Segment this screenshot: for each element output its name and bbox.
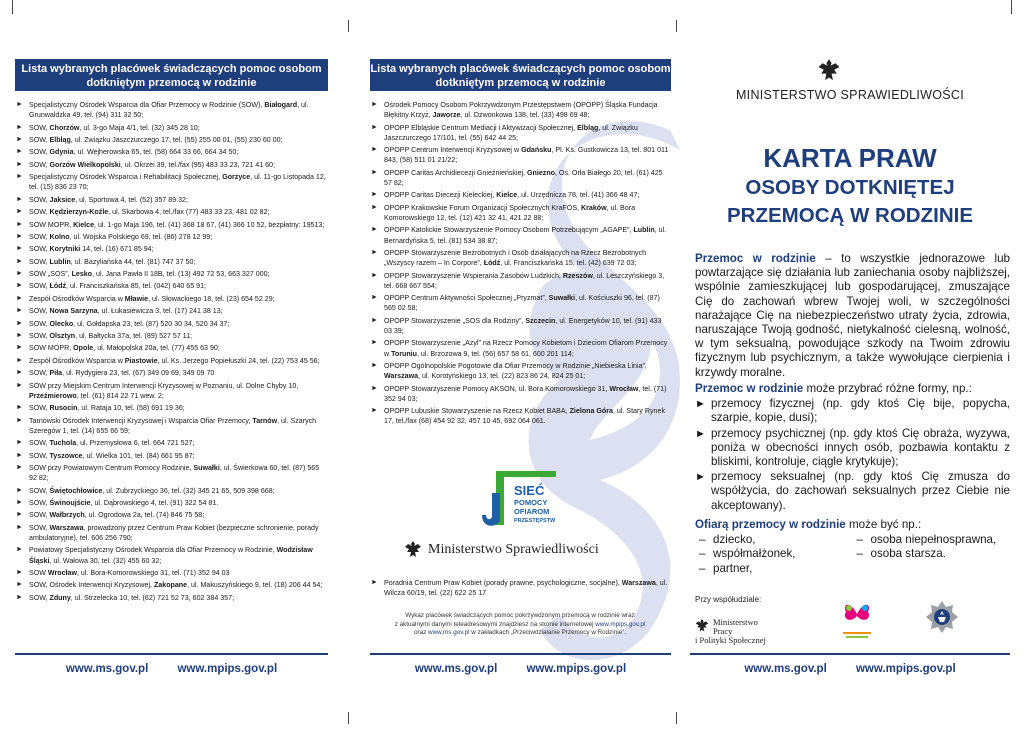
- list-item: ► SOW, Świętochłowice, ul. Zubrzyckiego 36, tel. (32) 345 21 65, 509 398 668;: [15, 486, 328, 496]
- url-ms-link[interactable]: www.ms.gov.pl: [744, 663, 827, 675]
- list-item: ► OPOPP Krakowskie Forum Organizacji Społecznych KraFOS, Kraków, ul. Bora Komorowskiego 12, tel. (12) 421 32 41, 421 22 88;: [370, 203, 671, 223]
- panel-header: Lista wybranych placówek świadczących pomoc osobom dotkniętym przemocą w rodzinie: [370, 59, 671, 91]
- police-badge-logo: [925, 600, 959, 634]
- panel-header: Lista wybranych placówek świadczących pomoc osobom dotkniętym przemocą w rodzinie: [15, 59, 328, 91]
- list-item: ► SOW, Korytniki 14, tel. (16) 671 85 94;: [15, 244, 328, 254]
- url-mpips-link[interactable]: www.mpips.gov.pl: [177, 663, 278, 675]
- list-item: ► SOW, Lublin, ul. Bazyliańska 44, tel. (81) 747 37 50;: [15, 257, 328, 267]
- list-item: ► Ośrodek Pomocy Osobom Pokrzywdzonym Przestępstwem (OPOPP) Śląska Fundacja Błękitny Krzyż, Jaworze, ul. Dzwonkowa 138, tel. (33) 498 69 48;: [370, 100, 671, 120]
- url-ms-link[interactable]: www.ms.gov.pl: [65, 663, 149, 675]
- definition-paragraph: Przemoc w rodzinie – to wszystkie jednorazowe lub powtarzające się działania lub zaniechania osoby najbliższej, wspólnie zamieszkującej lub gospodarującej, zmuszające Cię do zachowań wbrew Twojej woli, w szczególności narażające Cię na niebezpieczeństwo utraty życia, zdrowia, naruszające Twoją godność, nietykalność cielesną, wolność, w tym seksualną, powodujące szkody na Twoim zdrowiu fizycznym lub psychicznym, a także wywołujące cierpienia i krzywdy moralne.: [695, 252, 1010, 379]
- list-item: ► OPOPP Stowarzyszenie Wspierania Zasobów Ludzkich, Rzeszów, ul. Leszczyńskiego 3, tel. 668 667 554;: [370, 271, 671, 291]
- list-item: ► SOW, Nowa Sarzyna, ul. Łukasiewicza 3, tel. (17) 241 38 13;: [15, 306, 328, 316]
- list-item: ► OPOPP Stowarzyszenie „Azyl” na Rzecz Pomocy Kobietom i Dzieciom Ofiarom Przemocy w Toruniu, ul. Brzozowa 9, tel. (56) 657 58 61, 600 201 114;: [370, 338, 671, 358]
- list-item: ► OPOPP Centrum Aktywności Społecznej „Pryzmat”, Suwałki, ul. Kościuszki 96, tel. (87) 565 02 58;: [370, 293, 671, 313]
- list-item: ► SOW, Jaksice, ul. Sportowa 4, tel. (52) 357 89 32;: [15, 195, 328, 205]
- eagle-icon: [695, 618, 709, 634]
- mpips-logo: Ministerstwo Pracy i Polityki Społecznej: [695, 617, 766, 645]
- list-item: ► SOW, Świnoujście, ul. Dąbrowskiego 4, tel. (91) 322 54 81.: [15, 498, 328, 508]
- list-item: ► Specjalistyczny Ośrodek Wsparcia i Rehabilitacji Społecznej, Gorzyce, ul. 11-go Listopada 12, tel. (15) 836 23 70;: [15, 172, 328, 192]
- list-item: – osoba starsza.: [853, 547, 1011, 561]
- list-item: ► OPOPP Caritas Diecezji Kieleckiej, Kielce, ul. Urzędnicza 78, tel. (41) 366 48 47;: [370, 190, 671, 200]
- list-item: – współmałżonek,: [695, 547, 853, 561]
- list-item: ► Powiatowy Specjalistyczny Ośrodek Wsparcia dla Ofiar Przemocy w Rodzinie, Wodzisław Śląski, ul. Wałowa 30, tel. (32) 455 60 32;: [15, 545, 328, 565]
- list-item: ► SOW Wrocław, ul. Bora-Komorowskiego 31, tel. (71) 352 94 03: [15, 568, 328, 578]
- ms-logo: [404, 540, 599, 560]
- ministry-name: MINISTERSTWO SPRAWIEDLIWOŚCI: [735, 88, 965, 102]
- facility-list-extra: [370, 578, 670, 601]
- footer-urls: [370, 663, 671, 675]
- footer-line: [15, 653, 328, 655]
- list-item: ► SOW przy Powiatowym Centrum Pomocy Rodzinie, Suwałki, ul. Świerkowa 60, tel. (87) 565 92 82;: [15, 463, 328, 483]
- list-item: ► SOW, Tyszowce, ul. Wielka 101, tel. (84) 661 95 87;: [15, 451, 328, 461]
- list-item: ► SOW, Elbląg, ul. Związku Jaszczurczego 17, tel. (55) 255 00 01, (55) 230 60 00;: [15, 135, 328, 145]
- list-item: ► OPOPP Caritas Archidiecezji Gnieźnieńskiej, Gniezno, Os. Orła Białego 20, tel. (61) 425 57 82;: [370, 168, 671, 188]
- title-line-1: KARTA PRAW: [763, 143, 937, 173]
- list-item: ► OPOPP Ogólnopolskie Pogotowie dla Ofiar Przemocy w Rodzinie „Niebieska Linia”, Warszawa, ul. Korotyńskiego 13, tel. (22) 823 86 24, 824 25 01;: [370, 361, 671, 381]
- forms-list: [695, 397, 1010, 513]
- url-ms-link[interactable]: www.ms.gov.pl: [414, 663, 498, 675]
- column-facilities-1: [15, 0, 328, 732]
- siec-logo-word: PRZESTĘPSTW: [514, 518, 556, 524]
- list-item: ► Tarnowski Ośrodek Interwencji Kryzysowej i Wsparcia Ofiar Przemocy, Tarnów, ul. Szarych Szeregów 1, tel. (14) 655 66 59;: [15, 416, 328, 436]
- list-item: ► SOW, Wałbrzych, ul. Ogrodowa 2a, tel. (74) 846 75 58;: [15, 510, 328, 520]
- mpips-link[interactable]: www.mpips.gov.pl: [595, 620, 646, 628]
- list-item: ► SOW, Tuchola, ul. Przemysłowa 6, tel. 664 721 527;: [15, 438, 328, 448]
- list-item: ► Zespół Ośrodków Wsparcia w Mławie, ul. Słowackiego 18, tel. (23) 654 52 29;: [15, 294, 328, 304]
- list-item: ► SOW, Gorzów Wielkopolski, ul. Okrzei 39, tel./fax (95) 483 33 23, 721 41 60;: [15, 160, 328, 170]
- list-item: ► SOW przy Miejskim Centrum Interwencji Kryzysowej w Poznaniu, ul. Dolne Chyby 10, Przeźmierowo, tel. (61) 814 22 71 wew. 2;: [15, 381, 328, 401]
- list-item: ► OPOPP Lubuskie Stowarzyszenie na Rzecz Kobiet BABA, Zielona Góra, ul. Stary Rynek 17, tel./fax (68) 454 92 32, 457 10 45, 692 064 061.: [370, 406, 671, 426]
- list-item: ► przemocy fizycznej (np. gdy ktoś Cię bije, popycha, szarpie, kopie, dusi);: [695, 397, 1010, 425]
- eagle-icon: [817, 58, 841, 84]
- footer-urls: [690, 663, 1010, 675]
- list-item: ► SOW MOPR, Kielce, ul. 1-go Maja 196, tel. (41) 368 18 67, (41) 366 10 52, bezpłatny: 19513;: [15, 220, 328, 230]
- siec-pomocy-logo: [478, 465, 558, 533]
- list-item: ► SOW, Olecko, ul. Gołdapska 23, tel. (87) 520 30 34, 520 34 37;: [15, 319, 328, 329]
- list-item: ► SOW, Zduny, ul. Strzelecka 10, tel. (62) 721 52 73, 602 384 357;: [15, 593, 328, 603]
- list-item: ► OPOPP Stowarzyszenie „SOS dla Rodziny”, Szczecin, ul. Energetyków 10, tel. (91) 433 03 39;: [370, 316, 671, 336]
- list-item: ► przemocy seksualnej (np. gdy ktoś Cię zmusza do współżycia, do zachowań seksualnych przez Ciebie nie akceptowany).: [695, 470, 1010, 513]
- title-line-2: OSOBY DOTKNIĘTEJ: [745, 176, 955, 199]
- list-item: ► SOW, Kędzierzyn-Koźle, ul. Skarbowa 4, tel./fax (77) 483 33 23, 481 02 82;: [15, 207, 328, 217]
- siec-logo-word: SIEĆ: [514, 483, 545, 498]
- siec-logo-word: OFIAROM: [514, 507, 550, 516]
- list-item: ► przemocy psychicznej (np. gdy ktoś Cię obraża, wyzywa, poniża w obecności innych osób, pozbawia kontaktu z bliskimi, kontroluje, ciągle krytykuje);: [695, 427, 1010, 470]
- footer-urls: [15, 663, 328, 675]
- list-item: ► SOW, Kolno, ul. Wojska Polskiego 69, tel. (86) 278 12 99;: [15, 232, 328, 242]
- facility-list: [15, 100, 328, 605]
- info-note: Wykaz placówek świadczących pomoc pokrzywdzonym przemocą w rodzinie wraz z aktualnymi danymi teleadresowymi znajdziesz na stronie internetowej www.mpips.gov.pl oraz www.ms.gov.pl w zakładkach „Przeciwdziałanie Przemocy w Rodzinie”.: [394, 612, 646, 636]
- footer-line: [370, 653, 671, 655]
- list-item: ► SOW, Warszawa, prowadzony przez Centrum Praw Kobiet (bezpieczne schronienie, porady ambulatoryjne), tel. 606 256 790;: [15, 523, 328, 543]
- url-mpips-link[interactable]: www.mpips.gov.pl: [526, 663, 627, 675]
- column-cover: [690, 0, 1010, 732]
- list-item: ► Poradnia Centrum Praw Kobiet (porady prawne, psychologiczne, socjalne), Warszawa, ul. Wilcza 60/19, tel. (22) 622 25 17: [370, 578, 670, 598]
- title-line-3: PRZEMOCĄ W RODZINIE: [727, 204, 973, 227]
- list-item: ► OPOPP Katolickie Stowarzyszenie Pomocy Osobom Potrzebującym „AGAPE”, Lublin, ul. Bernardyńska 5, tel. (81) 534 38 87;: [370, 225, 671, 245]
- ms-link[interactable]: www.ms.gov.pl: [428, 629, 470, 636]
- list-item: ► SOW, Chorzów, ul. 3-go Maja 4/1, tel. (32) 345 28 10;: [15, 123, 328, 133]
- list-item: ► SOW, Rusocin, ul. Rataja 10, tel. (58) 691 19 36;: [15, 403, 328, 413]
- list-item: ► SOW, Gdynia, ul. Wejherowska 65, tel. (58) 664 33 66, 664 34 50;: [15, 147, 328, 157]
- list-item: ► OPOPP Elbląskie Centrum Mediacji i Aktywizacji Społecznej, Elbląg, ul. Związku Jaszczurczego 17/101, tel. (55) 642 44 25;: [370, 123, 671, 143]
- list-item: ► SOW, Ośrodek Interwencji Kryzysowej, Zakopane, ul. Makuszyńskiego 9, tel. (18) 206 44 54;: [15, 580, 328, 590]
- list-item: – osoba niepełnosprawna,: [853, 533, 1011, 547]
- list-item: – partner,: [695, 562, 853, 576]
- list-item: ► OPOPP Stowarzyszenie Bezrobotnych i Osób działających na Rzecz Bezrobotnych „Wszyscy razem – In Corpore”, Łódź, ul. Franciszkańska 15, tel. (42) 639 72 03;: [370, 248, 671, 268]
- victims-section: Ofiarą przemocy w rodzinie może być np.: – dziecko, – współmałżonek, – partner, – osoba niepełnosprawna, – osoba starsza.: [695, 518, 1010, 576]
- list-item: ► SOW MOPR, Opole, ul. Małopolska 20a, tel. (77) 455 63 90;: [15, 343, 328, 353]
- list-item: ► SOW, Piła, ul. Rydygiera 23, tel. (67) 349 09 69, 349 09 70: [15, 368, 328, 378]
- list-item: – dziecko,: [695, 533, 853, 547]
- list-item: ► SOW, Łódź, ul. Franciszkańska 85, tel. (042) 640 65 91;: [15, 281, 328, 291]
- list-item: ► SOW, Olsztyn, ul. Bałtycka 37a, tel. (89) 527 57 11;: [15, 331, 328, 341]
- cooperation-label: Przy współudziale:: [695, 595, 762, 604]
- footer-line: [690, 653, 1010, 655]
- url-mpips-link[interactable]: www.mpips.gov.pl: [855, 663, 956, 675]
- ms-logo-text: Ministerstwo Sprawiedliwości: [428, 542, 599, 558]
- butterfly-foundation-logo: [840, 596, 874, 642]
- eagle-icon: [404, 540, 422, 560]
- siec-logo-word: POMOCY: [514, 498, 548, 507]
- list-item: ► OPOPP Centrum Interwencji Kryzysowej w Gdańsku, Pl. Ks. Gustkowicza 13, tel. 801 011 843, (58) 511 01 21/22;: [370, 145, 671, 165]
- list-item: ► Specjalistyczny Ośrodek Wsparcia dla Ofiar Przemocy w Rodzinie (SOW), Białogard, ul. Grunwaldzka 49, tel. (94) 311 32 50;: [15, 100, 328, 120]
- list-item: ► Zespół Ośrodków Wsparcia w Piastowie, ul. Ks. Jerzego Popiełuszki 24, tel. (22) 753 45 56;: [15, 356, 328, 366]
- facility-list: [370, 100, 671, 429]
- list-item: ► OPOPP Stowarzyszenie Pomocy AKSON, ul. Bora Komorowskiego 31, Wrocław, tel. (71) 352 94 03;: [370, 384, 671, 404]
- list-item: ► SOW „SOS”, Lesko, ul. Jana Pawła II 18B, tel. (13) 492 72 53, 663 327 000;: [15, 269, 328, 279]
- forms-section: Przemoc w rodzinie może przybrać różne formy, np.: ► przemocy fizycznej (np. gdy ktoś Cię bije, popycha, szarpie, kopie, dusi); ► przemocy psychicznej (np. gdy ktoś Cię obraża, wyzywa, poniża w obecności innych osób, pozbawia kontaktu z bliskimi, kontroluje, ciągle krytykuje); ► przemocy seksualnej (np. gdy ktoś Cię zmusza do współżycia, do zachowań seksualnych przez Ciebie nie akceptowany).: [695, 382, 1010, 513]
